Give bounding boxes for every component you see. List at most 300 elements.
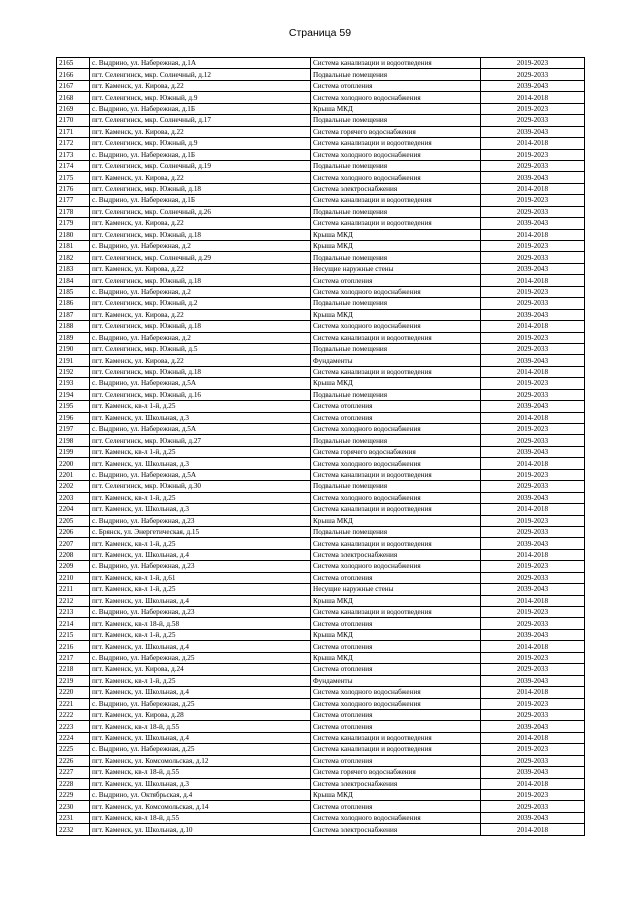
record-number: 2177 <box>57 195 90 206</box>
record-system: Система электроснабжения <box>311 778 481 789</box>
record-number: 2194 <box>57 389 90 400</box>
record-address: с. Выдрино, ул. Октябрьская, д.4 <box>90 790 311 801</box>
table-row <box>57 229 585 240</box>
record-period: 2014-2018 <box>481 549 585 560</box>
record-period: 2029-2033 <box>481 526 585 537</box>
table-row <box>57 721 585 732</box>
record-system: Крыша МКД <box>311 652 481 663</box>
record-number: 2192 <box>57 366 90 377</box>
record-system: Система канализации и водоотведения <box>311 138 481 149</box>
record-period: 2019-2023 <box>481 744 585 755</box>
record-number: 2196 <box>57 412 90 423</box>
record-period: 2014-2018 <box>481 732 585 743</box>
record-address: пгт. Каменск, кв-л 18-й, д.55 <box>90 812 311 823</box>
record-number: 2169 <box>57 103 90 114</box>
record-period: 2019-2023 <box>481 698 585 709</box>
table-row <box>57 618 585 629</box>
table-row <box>57 458 585 469</box>
record-period: 2014-2018 <box>481 321 585 332</box>
record-system: Система канализации и водоотведения <box>311 218 481 229</box>
table-row <box>57 767 585 778</box>
record-period: 2014-2018 <box>481 458 585 469</box>
table-row <box>57 149 585 160</box>
record-number: 2214 <box>57 618 90 629</box>
record-system: Подвальные помещения <box>311 206 481 217</box>
record-system: Система холодного водоснабжения <box>311 698 481 709</box>
record-period: 2029-2033 <box>481 206 585 217</box>
record-number: 2207 <box>57 538 90 549</box>
record-period: 2019-2023 <box>481 286 585 297</box>
table-row <box>57 629 585 640</box>
record-address: пгт. Селенгинск, мкр. Южный, д.2 <box>90 298 311 309</box>
record-system: Система холодного водоснабжения <box>311 458 481 469</box>
record-system: Система холодного водоснабжения <box>311 149 481 160</box>
record-system: Подвальные помещения <box>311 298 481 309</box>
record-number: 2197 <box>57 424 90 435</box>
record-system: Фундаменты <box>311 355 481 366</box>
record-number: 2215 <box>57 629 90 640</box>
record-system: Система отопления <box>311 709 481 720</box>
record-period: 2039-2043 <box>481 584 585 595</box>
record-system: Система канализации и водоотведения <box>311 504 481 515</box>
record-number: 2195 <box>57 401 90 412</box>
record-address: пгт. Каменск, ул. Школьная, д.3 <box>90 412 311 423</box>
record-period: 2039-2043 <box>481 126 585 137</box>
record-address: пгт. Каменск, ул. Кирова, д.22 <box>90 218 311 229</box>
record-system: Крыша МКД <box>311 790 481 801</box>
record-period: 2029-2033 <box>481 435 585 446</box>
records-table <box>56 57 585 836</box>
record-number: 2209 <box>57 561 90 572</box>
record-system: Система отопления <box>311 664 481 675</box>
record-period: 2019-2023 <box>481 241 585 252</box>
record-number: 2231 <box>57 812 90 823</box>
record-system: Система холодного водоснабжения <box>311 286 481 297</box>
record-address: с. Выдрино, ул. Набережная, д.23 <box>90 607 311 618</box>
table-row <box>57 549 585 560</box>
record-system: Крыша МКД <box>311 378 481 389</box>
record-period: 2014-2018 <box>481 412 585 423</box>
record-address: пгт. Селенгинск, мкр. Солнечный, д.12 <box>90 69 311 80</box>
table-row <box>57 515 585 526</box>
table-row <box>57 424 585 435</box>
record-system: Система холодного водоснабжения <box>311 812 481 823</box>
table-row <box>57 298 585 309</box>
record-system: Система отопления <box>311 412 481 423</box>
record-number: 2213 <box>57 607 90 618</box>
table-row <box>57 138 585 149</box>
record-number: 2175 <box>57 172 90 183</box>
record-period: 2029-2033 <box>481 298 585 309</box>
record-period: 2039-2043 <box>481 446 585 457</box>
record-period: 2029-2033 <box>481 69 585 80</box>
record-system: Система отопления <box>311 801 481 812</box>
record-number: 2204 <box>57 504 90 515</box>
record-system: Подвальные помещения <box>311 115 481 126</box>
record-period: 2014-2018 <box>481 687 585 698</box>
record-address: с. Выдрино, ул. Набережная, д.23 <box>90 561 311 572</box>
record-address: пгт. Селенгинск, мкр. Южный, д.18 <box>90 229 311 240</box>
record-number: 2221 <box>57 698 90 709</box>
record-address: пгт. Селенгинск, мкр. Южный, д.5 <box>90 343 311 354</box>
table-row <box>57 343 585 354</box>
record-system: Система горячего водоснабжения <box>311 767 481 778</box>
record-number: 2167 <box>57 80 90 91</box>
record-number: 2219 <box>57 675 90 686</box>
record-number: 2176 <box>57 183 90 194</box>
record-system: Система канализации и водоотведения <box>311 607 481 618</box>
record-period: 2014-2018 <box>481 92 585 103</box>
record-period: 2019-2023 <box>481 332 585 343</box>
table-row <box>57 801 585 812</box>
record-system: Система горячего водоснабжения <box>311 446 481 457</box>
record-address: с. Выдрино, ул. Набережная, д.1Б <box>90 103 311 114</box>
table-row <box>57 58 585 69</box>
record-system: Система отопления <box>311 401 481 412</box>
record-address: пгт. Каменск, ул. Кирова, д.24 <box>90 664 311 675</box>
record-period: 2019-2023 <box>481 378 585 389</box>
table-row <box>57 481 585 492</box>
record-address: пгт. Каменск, ул. Кирова, д.22 <box>90 309 311 320</box>
record-period: 2029-2033 <box>481 481 585 492</box>
record-system: Несущие наружные стены <box>311 584 481 595</box>
record-number: 2201 <box>57 469 90 480</box>
record-period: 2014-2018 <box>481 641 585 652</box>
record-address: пгт. Селенгинск, мкр. Южный, д.18 <box>90 366 311 377</box>
table-row <box>57 218 585 229</box>
record-number: 2217 <box>57 652 90 663</box>
table-row <box>57 115 585 126</box>
table-row <box>57 80 585 91</box>
record-address: пгт. Селенгинск, мкр. Южный, д.27 <box>90 435 311 446</box>
record-address: с. Выдрино, ул. Набережная, д.1Б <box>90 149 311 160</box>
record-period: 2019-2023 <box>481 149 585 160</box>
record-number: 2179 <box>57 218 90 229</box>
record-system: Система холодного водоснабжения <box>311 492 481 503</box>
record-number: 2191 <box>57 355 90 366</box>
record-number: 2208 <box>57 549 90 560</box>
record-period: 2029-2033 <box>481 160 585 171</box>
record-period: 2029-2033 <box>481 801 585 812</box>
table-row <box>57 572 585 583</box>
table-row <box>57 92 585 103</box>
record-system: Подвальные помещения <box>311 481 481 492</box>
table-row <box>57 492 585 503</box>
record-period: 2039-2043 <box>481 218 585 229</box>
record-number: 2210 <box>57 572 90 583</box>
record-period: 2039-2043 <box>481 538 585 549</box>
record-system: Подвальные помещения <box>311 343 481 354</box>
record-address: с. Выдрино, ул. Набережная, д.5А <box>90 424 311 435</box>
record-address: пгт. Каменск, ул. Кирова, д.22 <box>90 263 311 274</box>
record-address: пгт. Каменск, кв-л 1-й, д.25 <box>90 629 311 640</box>
record-address: с. Выдрино, ул. Набережная, д.25 <box>90 698 311 709</box>
record-address: пгт. Каменск, ул. Кирова, д.22 <box>90 126 311 137</box>
record-number: 2218 <box>57 664 90 675</box>
record-number: 2216 <box>57 641 90 652</box>
record-system: Система канализации и водоотведения <box>311 332 481 343</box>
record-system: Крыша МКД <box>311 229 481 240</box>
record-address: с. Выдрино, ул. Набережная, д.1Б <box>90 195 311 206</box>
table-row <box>57 526 585 537</box>
record-period: 2039-2043 <box>481 812 585 823</box>
table-row <box>57 275 585 286</box>
record-number: 2186 <box>57 298 90 309</box>
record-period: 2029-2033 <box>481 389 585 400</box>
record-number: 2173 <box>57 149 90 160</box>
record-system: Фундаменты <box>311 675 481 686</box>
record-period: 2029-2033 <box>481 572 585 583</box>
record-system: Система холодного водоснабжения <box>311 687 481 698</box>
record-system: Подвальные помещения <box>311 160 481 171</box>
record-address: пгт. Селенгинск, мкр. Солнечный, д.19 <box>90 160 311 171</box>
record-number: 2205 <box>57 515 90 526</box>
record-address: пгт. Каменск, кв-л 1-й, д.25 <box>90 584 311 595</box>
table-row <box>57 469 585 480</box>
record-number: 2224 <box>57 732 90 743</box>
record-system: Система отопления <box>311 80 481 91</box>
record-address: с. Выдрино, ул. Набережная, д.5А <box>90 469 311 480</box>
table-row <box>57 778 585 789</box>
record-number: 2200 <box>57 458 90 469</box>
record-address: с. Выдрино, ул. Набережная, д.1А <box>90 58 311 69</box>
record-system: Система отопления <box>311 618 481 629</box>
table-row <box>57 584 585 595</box>
table-row <box>57 446 585 457</box>
record-address: пгт. Селенгинск, мкр. Южный, д.18 <box>90 183 311 194</box>
record-address: пгт. Каменск, ул. Кирова, д.22 <box>90 80 311 91</box>
record-number: 2188 <box>57 321 90 332</box>
table-row <box>57 183 585 194</box>
record-system: Система холодного водоснабжения <box>311 92 481 103</box>
table-row <box>57 195 585 206</box>
table-row <box>57 652 585 663</box>
record-number: 2230 <box>57 801 90 812</box>
record-number: 2202 <box>57 481 90 492</box>
record-period: 2014-2018 <box>481 183 585 194</box>
table-row <box>57 206 585 217</box>
record-system: Система холодного водоснабжения <box>311 561 481 572</box>
record-number: 2170 <box>57 115 90 126</box>
record-period: 2019-2023 <box>481 607 585 618</box>
record-number: 2181 <box>57 241 90 252</box>
table-row <box>57 389 585 400</box>
table-row <box>57 286 585 297</box>
record-period: 2019-2023 <box>481 790 585 801</box>
record-address: пгт. Каменск, ул. Школьная, д.4 <box>90 641 311 652</box>
record-system: Система электроснабжения <box>311 549 481 560</box>
record-number: 2172 <box>57 138 90 149</box>
record-number: 2182 <box>57 252 90 263</box>
record-system: Система канализации и водоотведения <box>311 195 481 206</box>
record-period: 2014-2018 <box>481 229 585 240</box>
record-number: 2220 <box>57 687 90 698</box>
record-number: 2180 <box>57 229 90 240</box>
record-system: Система канализации и водоотведения <box>311 58 481 69</box>
record-period: 2019-2023 <box>481 103 585 114</box>
table-row <box>57 561 585 572</box>
record-system: Система канализации и водоотведения <box>311 744 481 755</box>
table-row <box>57 504 585 515</box>
record-system: Система электроснабжения <box>311 824 481 835</box>
table-row <box>57 744 585 755</box>
record-address: пгт. Селенгинск, мкр. Южный, д.9 <box>90 92 311 103</box>
table-row <box>57 675 585 686</box>
table-row <box>57 824 585 835</box>
table-row <box>57 252 585 263</box>
record-system: Несущие наружные стены <box>311 263 481 274</box>
table-row <box>57 263 585 274</box>
table-row <box>57 69 585 80</box>
record-address: пгт. Селенгинск, мкр. Южный, д.30 <box>90 481 311 492</box>
record-address: с. Выдрино, ул. Набережная, д.25 <box>90 652 311 663</box>
record-period: 2019-2023 <box>481 652 585 663</box>
record-system: Система горячего водоснабжения <box>311 126 481 137</box>
record-period: 2019-2023 <box>481 58 585 69</box>
record-system: Система электроснабжения <box>311 183 481 194</box>
record-system: Система отопления <box>311 721 481 732</box>
record-period: 2019-2023 <box>481 561 585 572</box>
table-row <box>57 309 585 320</box>
record-period: 2014-2018 <box>481 595 585 606</box>
record-number: 2226 <box>57 755 90 766</box>
record-address: пгт. Каменск, ул. Школьная, д.4 <box>90 549 311 560</box>
table-row <box>57 755 585 766</box>
record-number: 2183 <box>57 263 90 274</box>
table-row <box>57 126 585 137</box>
table-row <box>57 378 585 389</box>
record-system: Система канализации и водоотведения <box>311 366 481 377</box>
record-period: 2014-2018 <box>481 504 585 515</box>
table-row <box>57 435 585 446</box>
table-row <box>57 366 585 377</box>
record-address: пгт. Каменск, кв-л 1-й, д.61 <box>90 572 311 583</box>
record-period: 2029-2033 <box>481 755 585 766</box>
record-address: пгт. Каменск, ул. Школьная, д.10 <box>90 824 311 835</box>
record-address: с. Выдрино, ул. Набережная, д.23 <box>90 515 311 526</box>
record-system: Система отопления <box>311 641 481 652</box>
table-row <box>57 401 585 412</box>
record-address: пгт. Селенгинск, мкр. Южный, д.18 <box>90 321 311 332</box>
table-row <box>57 538 585 549</box>
record-period: 2029-2033 <box>481 252 585 263</box>
table-row <box>57 732 585 743</box>
record-system: Крыша МКД <box>311 309 481 320</box>
record-address: пгт. Каменск, ул. Школьная, д.3 <box>90 504 311 515</box>
table-row <box>57 412 585 423</box>
record-address: пгт. Каменск, ул. Комсомольская, д.14 <box>90 801 311 812</box>
record-system: Подвальные помещения <box>311 252 481 263</box>
record-number: 2184 <box>57 275 90 286</box>
record-period: 2039-2043 <box>481 492 585 503</box>
record-system: Крыша МКД <box>311 103 481 114</box>
table-row <box>57 812 585 823</box>
record-address: пгт. Каменск, кв-л 18-й, д.55 <box>90 721 311 732</box>
record-address: пгт. Селенгинск, мкр. Солнечный, д.29 <box>90 252 311 263</box>
record-number: 2189 <box>57 332 90 343</box>
record-address: пгт. Каменск, ул. Кирова, д.22 <box>90 355 311 366</box>
table-row <box>57 172 585 183</box>
record-address: пгт. Каменск, кв-л 1-й, д.25 <box>90 538 311 549</box>
table-row <box>57 160 585 171</box>
record-number: 2225 <box>57 744 90 755</box>
record-period: 2014-2018 <box>481 824 585 835</box>
record-address: пгт. Селенгинск, мкр. Солнечный, д.26 <box>90 206 311 217</box>
record-system: Система холодного водоснабжения <box>311 321 481 332</box>
record-period: 2014-2018 <box>481 366 585 377</box>
record-number: 2171 <box>57 126 90 137</box>
record-number: 2185 <box>57 286 90 297</box>
record-number: 2229 <box>57 790 90 801</box>
record-address: пгт. Селенгинск, мкр. Южный, д.16 <box>90 389 311 400</box>
record-period: 2039-2043 <box>481 721 585 732</box>
record-number: 2193 <box>57 378 90 389</box>
record-number: 2168 <box>57 92 90 103</box>
table-row <box>57 321 585 332</box>
record-address: пгт. Селенгинск, мкр. Южный, д.18 <box>90 275 311 286</box>
record-address: пгт. Селенгинск, мкр. Солнечный, д.17 <box>90 115 311 126</box>
record-period: 2029-2033 <box>481 664 585 675</box>
record-number: 2199 <box>57 446 90 457</box>
record-address: пгт. Каменск, кв-л 1-й, д.25 <box>90 446 311 457</box>
record-period: 2019-2023 <box>481 195 585 206</box>
record-number: 2174 <box>57 160 90 171</box>
record-number: 2227 <box>57 767 90 778</box>
record-address: пгт. Каменск, кв-л 18-й, д.55 <box>90 767 311 778</box>
record-system: Крыша МКД <box>311 515 481 526</box>
record-system: Подвальные помещения <box>311 526 481 537</box>
record-number: 2203 <box>57 492 90 503</box>
record-period: 2039-2043 <box>481 767 585 778</box>
record-address: с. Выдрино, ул. Набережная, д.5А <box>90 378 311 389</box>
record-system: Система холодного водоснабжения <box>311 172 481 183</box>
record-system: Крыша МКД <box>311 241 481 252</box>
record-period: 2019-2023 <box>481 515 585 526</box>
record-period: 2029-2033 <box>481 115 585 126</box>
record-system: Система холодного водоснабжения <box>311 424 481 435</box>
table-row <box>57 332 585 343</box>
record-address: пгт. Каменск, ул. Кирова, д.22 <box>90 172 311 183</box>
record-number: 2198 <box>57 435 90 446</box>
record-period: 2039-2043 <box>481 172 585 183</box>
record-period: 2039-2043 <box>481 355 585 366</box>
record-address: пгт. Каменск, ул. Школьная, д.4 <box>90 595 311 606</box>
record-number: 2211 <box>57 584 90 595</box>
record-address: с. Выдрино, ул. Набережная, д.2 <box>90 286 311 297</box>
record-address: пгт. Каменск, ул. Школьная, д.3 <box>90 778 311 789</box>
record-number: 2222 <box>57 709 90 720</box>
record-address: пгт. Каменск, ул. Школьная, д.4 <box>90 687 311 698</box>
record-system: Система канализации и водоотведения <box>311 469 481 480</box>
record-system: Подвальные помещения <box>311 389 481 400</box>
record-period: 2039-2043 <box>481 675 585 686</box>
record-system: Крыша МКД <box>311 629 481 640</box>
record-system: Система отопления <box>311 755 481 766</box>
record-number: 2190 <box>57 343 90 354</box>
record-address: пгт. Каменск, ул. Школьная, д.4 <box>90 732 311 743</box>
record-address: пгт. Каменск, ул. Школьная, д.3 <box>90 458 311 469</box>
record-period: 2014-2018 <box>481 778 585 789</box>
table-row <box>57 664 585 675</box>
record-address: пгт. Каменск, кв-л 18-й, д.58 <box>90 618 311 629</box>
record-address: пгт. Каменск, ул. Комсомольская, д.12 <box>90 755 311 766</box>
table-row <box>57 698 585 709</box>
record-number: 2228 <box>57 778 90 789</box>
table-row <box>57 641 585 652</box>
record-address: пгт. Каменск, ул. Кирова, д.28 <box>90 709 311 720</box>
record-number: 2165 <box>57 58 90 69</box>
record-number: 2166 <box>57 69 90 80</box>
